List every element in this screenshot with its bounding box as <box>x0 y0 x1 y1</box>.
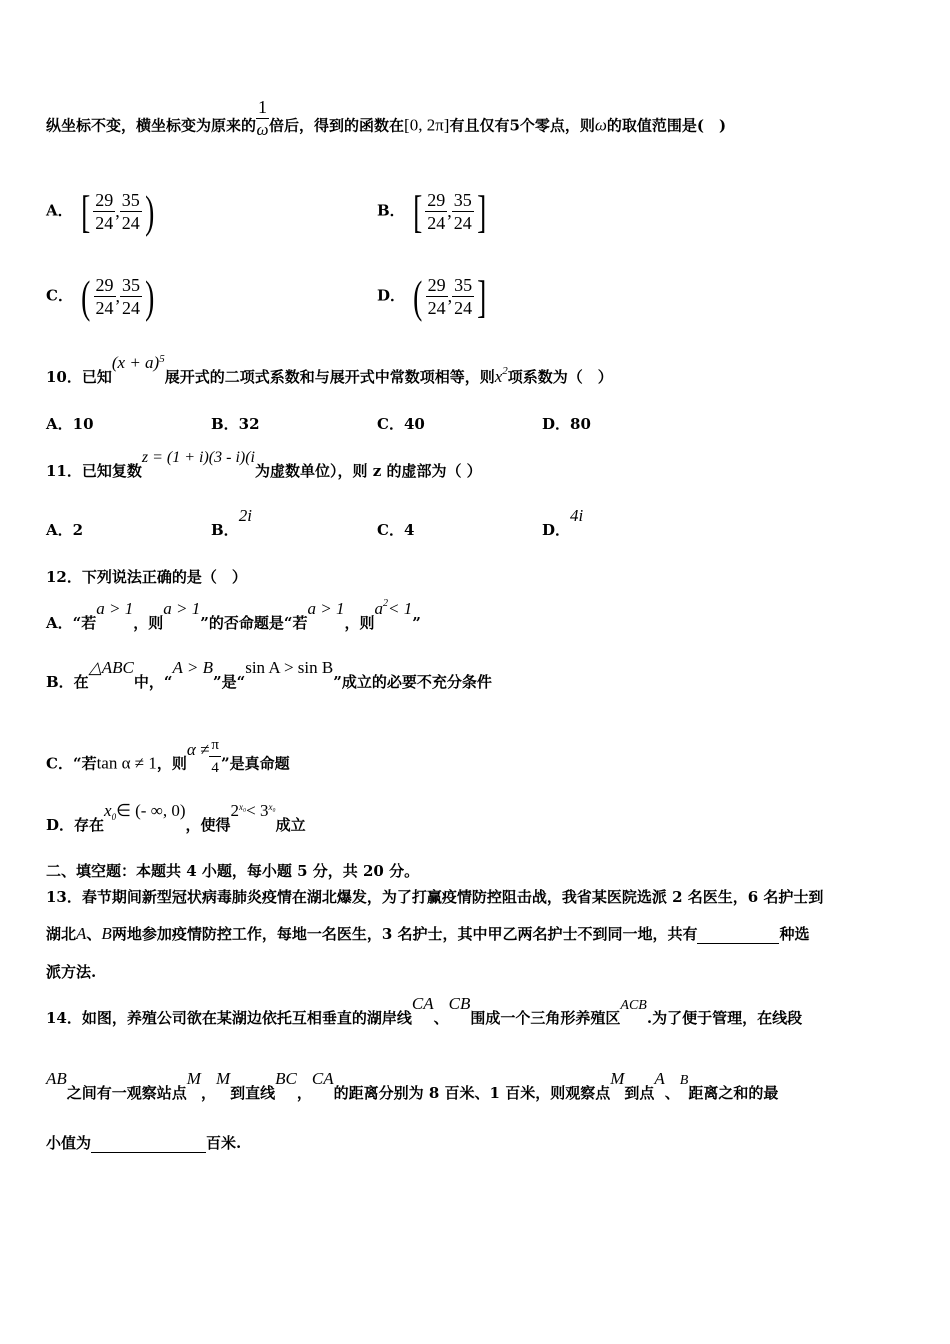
q11-option-a[interactable]: A．2 <box>46 521 84 539</box>
q9-option-d[interactable]: D． ( $\frac{29}{24}$ , $\frac{35}{24}$ ] <box>377 271 487 322</box>
q11-option-d[interactable]: D．4i <box>542 506 584 539</box>
q12-option-d[interactable]: D．存在$x^0\in$ (- ∞, 0)，使得$2^{x_0}< 3^{x_0}$成立 <box>46 801 306 834</box>
q12-stem: 12．下列说法正确的是（ ） <box>46 568 247 586</box>
q11-option-c[interactable]: C．4 <box>377 521 415 539</box>
q13-line3: 派方法. <box>46 963 97 981</box>
q11-stem: 11．已知复数z = (1 + i)(3 - i)(i为虚数单位），则 z 的虚部为（ ） <box>46 449 482 480</box>
q10-option-a[interactable]: A．10 <box>46 415 94 433</box>
q9-stem: 纵坐标不变，横坐标变为原来的 $\frac{1}{\omega}$ 倍后，得到的函数在[0, 2π]有且仅有5个零点，则ω的取值范围是( ) <box>46 97 727 139</box>
q13-line2: 湖北A、B两地参加疫情防控工作，每地一名医生，3 名护士，其中甲乙两名护士不到同一地，共有 种选 <box>46 924 810 943</box>
q14-line1: 14．如图，养殖公司欲在某湖边依托互相垂直的湖岸线CA、CB围成一个三角形养殖区ACB.为了便于管理，在线段 <box>46 994 803 1027</box>
q9-option-b[interactable]: B． [ $\frac{29}{24}$ , $\frac{35}{24}$ ] <box>377 186 487 237</box>
q10-stem: 10．已知$(x + a)^5$展开式的二项式系数和与展开式中常数项相等，则$x^2$项系数为（ ） <box>46 353 613 386</box>
q12-option-c[interactable]: C．“若tan α ≠ 1，则α ≠ $\frac{\pi}{4}$ ”是真命题 <box>46 742 290 787</box>
section-2-heading: 二、填空题：本题共 4 小题，每小题 5 分，共 20 分。 <box>46 862 420 880</box>
q9-option-c[interactable]: C． ( $\frac{29}{24}$ , $\frac{35}{24}$ ) <box>46 271 155 322</box>
q9-option-a[interactable]: A． [ $\frac{29}{24}$ , $\frac{35}{24}$ ) <box>46 186 154 237</box>
q10-option-b[interactable]: B．32 <box>211 415 260 433</box>
q9-fraction: $\frac{1}{\omega}$ <box>256 97 269 139</box>
q12-option-a[interactable]: A．“若a > 1，则a > 1”的否命题是“若a > 1，则$a^2< 1$” <box>46 598 421 632</box>
q13-line1: 13．春节期间新型冠状病毒肺炎疫情在湖北爆发，为了打赢疫情防控阻击战，我省某医院选派 2 名医生，6 名护士到 <box>46 888 824 906</box>
q11-option-b[interactable]: B．2i <box>211 506 252 539</box>
q14-line2: AB之间有一观察站点M，M到直线BC，CA的距离分别为 8 百米、1 百米，则观察点M到点A、B距离之和的最 <box>46 1069 779 1102</box>
q14-line3: 小值为 百米. <box>46 1134 242 1152</box>
q10-option-c[interactable]: C．40 <box>377 415 425 433</box>
q12-option-b[interactable]: B．在△ABC中，“A > B”是“sin A > sin B”成立的必要不充分条件 <box>46 658 492 691</box>
q13-answer-blank[interactable] <box>697 925 779 944</box>
q10-option-d[interactable]: D．80 <box>542 415 591 433</box>
q14-answer-blank[interactable] <box>91 1134 206 1153</box>
